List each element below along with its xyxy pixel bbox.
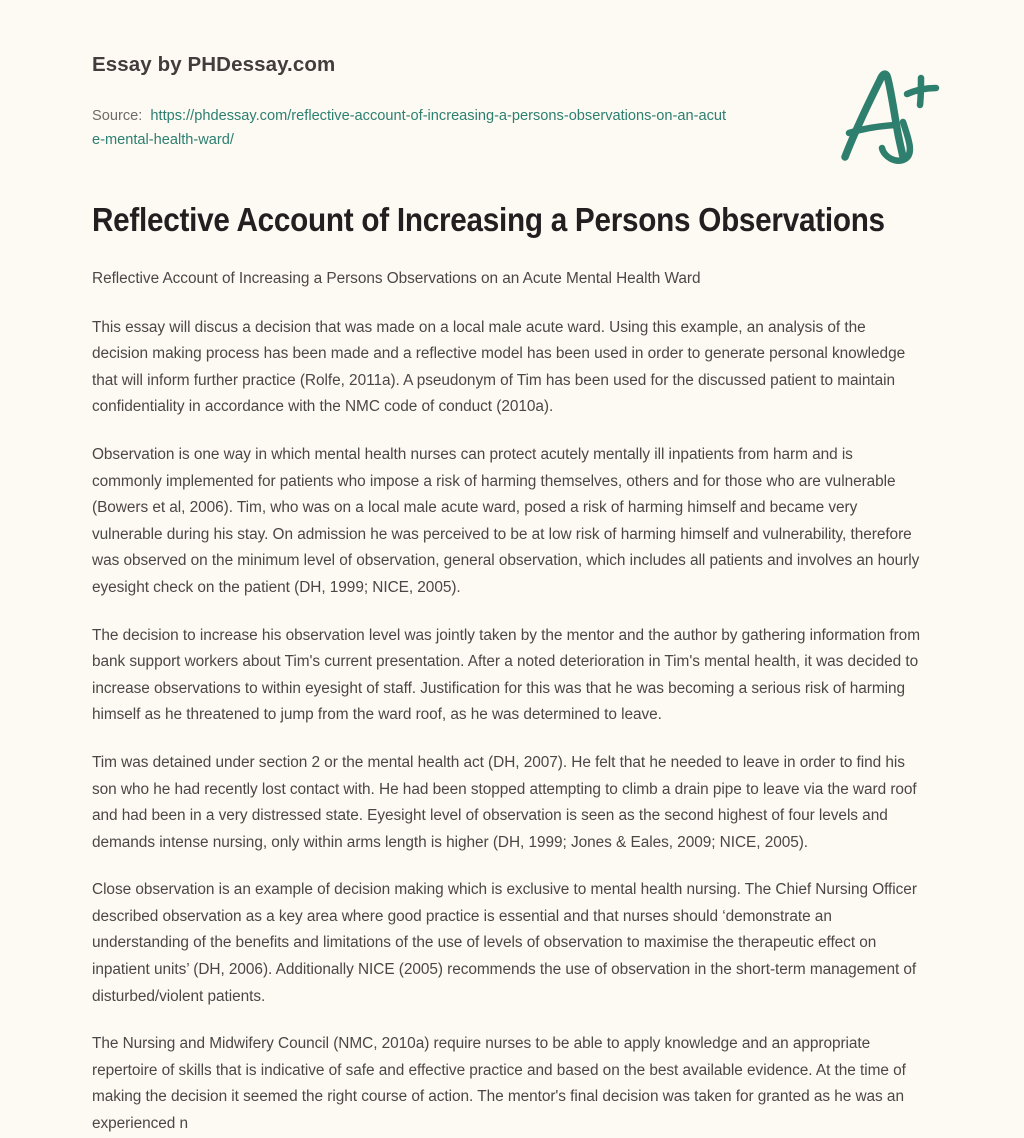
article-subtitle: Reflective Account of Increasing a Persons Observations on an Acute Mental Health Ward: [92, 270, 701, 287]
brand-byline: Essay by PHDessay.com: [92, 53, 336, 76]
source-url-link[interactable]: https://phdessay.com/reflective-account-of-increasing-a-persons-observations-on-an-acute-mental-health-ward/: [92, 108, 727, 148]
article-paragraph: The Nursing and Midwifery Council (NMC, 2010a) require nurses to be able to apply knowledge and an appropriate repertoire of skills that is indicative of safe and effective practice and based on the best available evidence. At the time of making the decision it seemed the right course of action. The mentor's final decision was taken for granted as he was an experienced n: [92, 1035, 906, 1133]
source-line: [92, 104, 732, 152]
article-paragraph: The decision to increase his observation level was jointly taken by the mentor and the author by gathering information from bank support workers about Tim's current presentation. After a noted deterioration in Tim's mental health, it was decided to increase observations to within eyesight of staff. Justification for this was that he was becoming a serious risk of harming himself as he threatened to jump from the ward roof, as he was determined to leave.: [92, 626, 920, 724]
article-paragraph: Tim was detained under section 2 or the mental health act (DH, 2007). He felt that he needed to leave in order to find his son who he had recently lost contact with. He had been stopped attempting to climb a drain pipe to leave via the ward roof and had been in a very distressed state. Eyesight level of observation is seen as the second highest of four levels and demands intense nursing, only within arms length is higher (DH, 1999; Jones & Eales, 2009; NICE, 2005).: [92, 753, 917, 851]
article-main: [0, 200, 1024, 1138]
source-label: Source:: [92, 108, 143, 124]
page-header: [0, 0, 1024, 152]
article-paragraph: This essay will discus a decision that was made on a local male acute ward. Using this example, an analysis of the decision making process has been made and a reflective model has been used in order to generate personal knowledge that will inform further practice (Rolfe, 2011a). A pseudonym of Tim has been used for the discussed patient to maintain confidentiality in accordance with the NMC code of conduct (2010a).: [92, 318, 906, 416]
phdessay-a-plus-logo: [832, 62, 952, 166]
page-title: Reflective Account of Increasing a Persons Observations: [92, 201, 885, 238]
article-body: [92, 266, 946, 1138]
article-paragraph: Close observation is an example of decision making which is exclusive to mental health nursing. The Chief Nursing Officer described observation as a key area where good practice is essential and that nurses should ‘demonstrate an understanding of the benefits and limitations of the use of levels of observation to maximise the therapeutic effect on inpatient units’ (DH, 2006). Additionally NICE (2005) recommends the use of observation in the short-term management of disturbed/violent patients.: [92, 881, 917, 1005]
article-paragraph: Observation is one way in which mental health nurses can protect acutely mentally ill inpatients from harm and is commonly implemented for patients who impose a risk of harming themselves, others and for those who are vulnerable (Bowers et al, 2006). Tim, who was on a local male acute ward, posed a risk of harming himself and became very vulnerable during his stay. On admission he was perceived to be at low risk of harming himself and vulnerability, therefore was observed on the minimum level of observation, general observation, which includes all patients and involves an hourly eyesight check on the patient (DH, 1999; NICE, 2005).: [92, 445, 920, 596]
